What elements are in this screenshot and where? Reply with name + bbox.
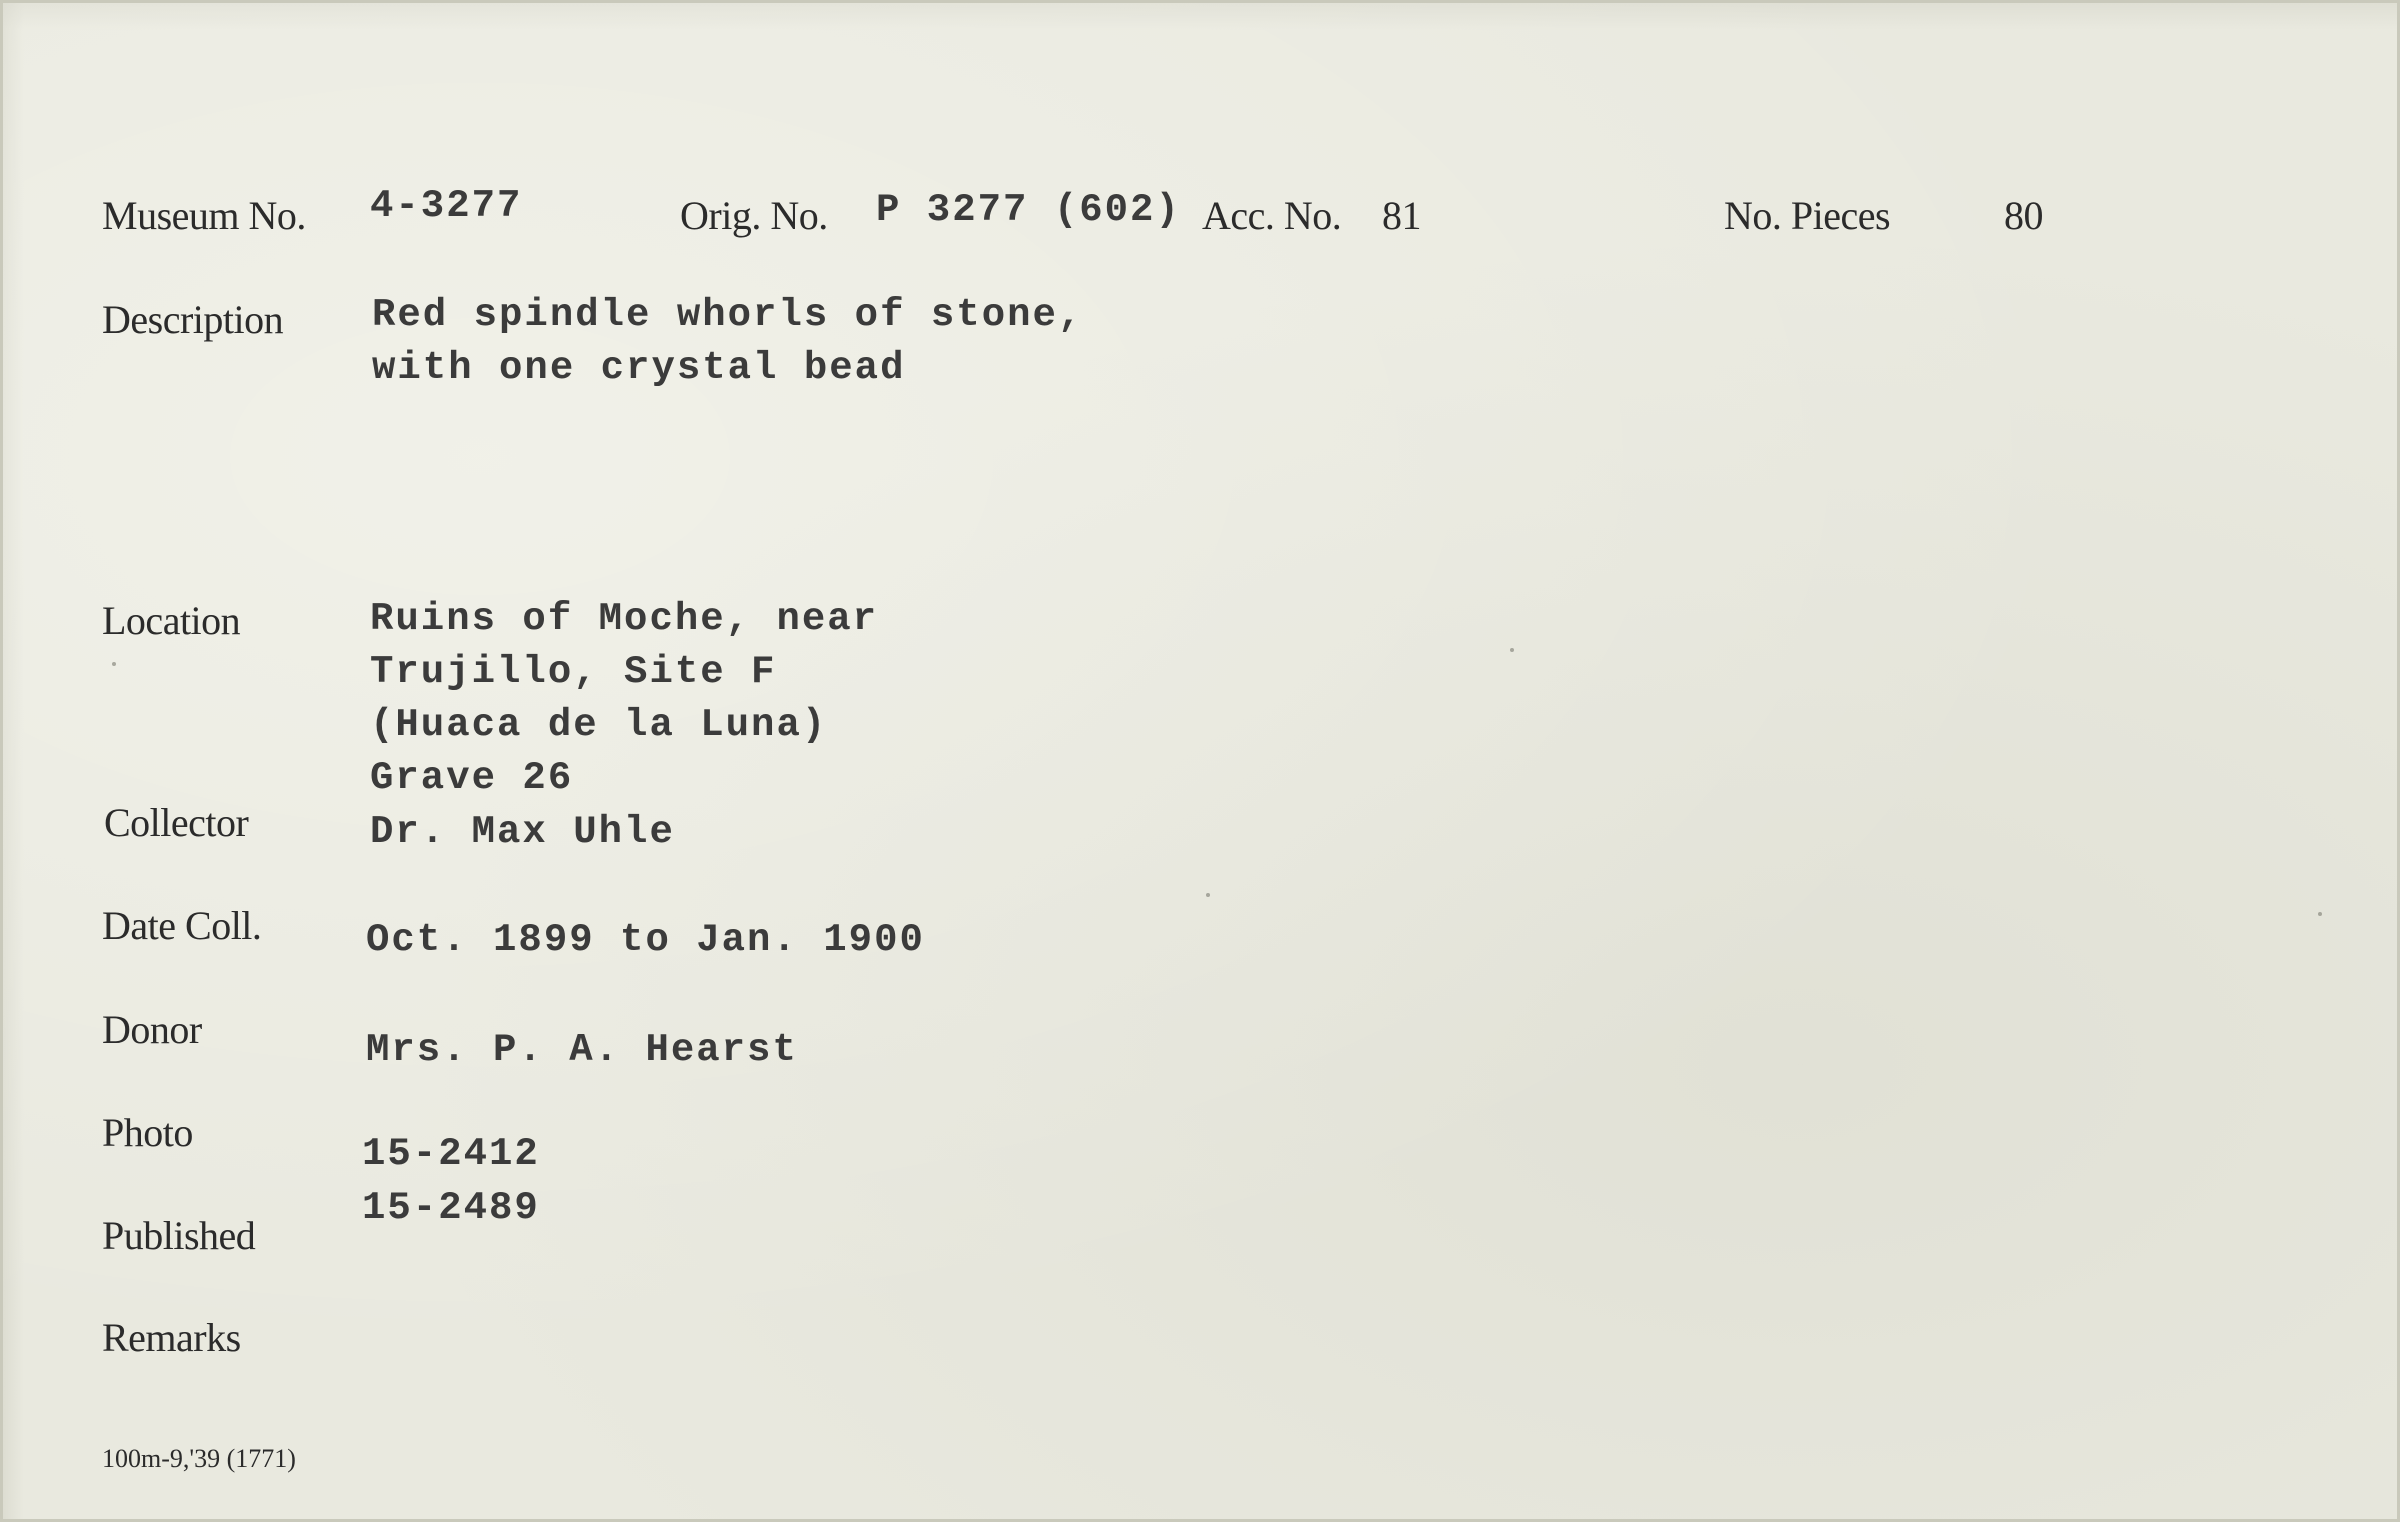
orig-no-value: P 3277 (602)	[876, 188, 1181, 232]
collector-value: Dr. Max Uhle	[370, 810, 675, 854]
location-line-1: Ruins of Moche, near	[370, 597, 879, 641]
date-coll-label: Date Coll.	[102, 903, 262, 948]
collector-label: Collector	[104, 800, 249, 845]
description-line-1: Red spindle whorls of stone,	[372, 293, 1084, 337]
location-label: Location	[102, 598, 241, 643]
museum-no-label: Museum No.	[102, 193, 306, 238]
no-pieces-label: No. Pieces	[1724, 193, 1891, 238]
orig-no-label: Orig. No.	[680, 193, 828, 238]
no-pieces-value: 80	[2004, 193, 2043, 238]
description-line-2: with one crystal bead	[372, 346, 906, 390]
location-line-3: (Huaca de la Luna)	[370, 703, 828, 747]
donor-value: Mrs. P. A. Hearst	[366, 1028, 798, 1072]
paper-speck	[1206, 893, 1210, 897]
paper-speck	[1510, 648, 1514, 652]
photo-number-2: 15-2489	[362, 1186, 540, 1230]
donor-label: Donor	[102, 1007, 202, 1052]
photo-number-1: 15-2412	[362, 1132, 540, 1176]
photo-label: Photo	[102, 1110, 193, 1155]
location-line-2: Trujillo, Site F	[370, 650, 777, 694]
acc-no-label: Acc. No.	[1202, 193, 1342, 238]
location-line-4: Grave 26	[370, 756, 574, 800]
museum-no-value: 4-3277	[370, 184, 523, 228]
description-label: Description	[102, 297, 284, 342]
print-code: 100m-9,'39 (1771)	[102, 1444, 296, 1473]
paper-speck	[112, 662, 116, 666]
published-label: Published	[102, 1213, 256, 1258]
date-coll-value: Oct. 1899 to Jan. 1900	[366, 918, 925, 962]
paper-speck	[2318, 912, 2322, 916]
acc-no-value: 81	[1382, 193, 1421, 238]
remarks-label: Remarks	[102, 1315, 241, 1360]
